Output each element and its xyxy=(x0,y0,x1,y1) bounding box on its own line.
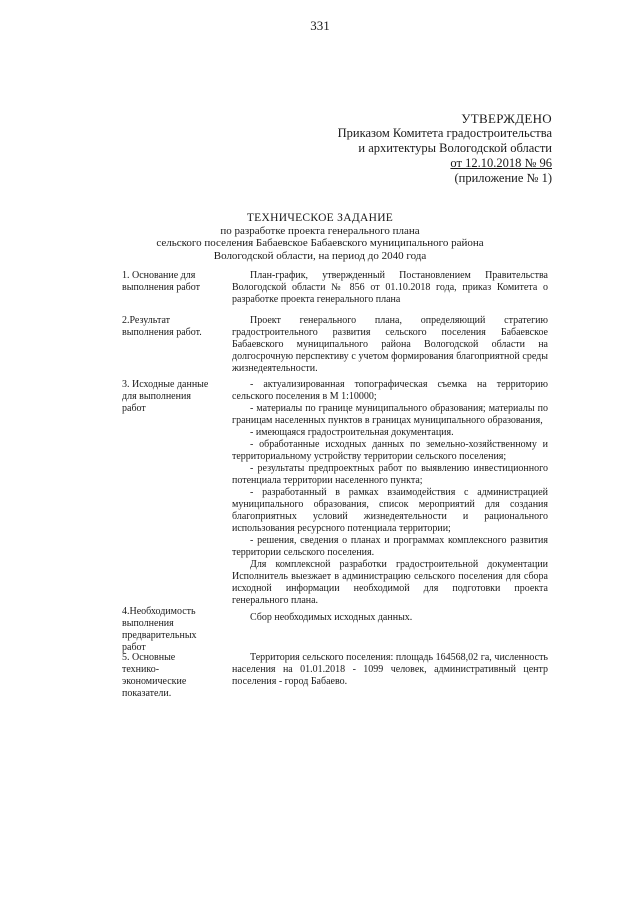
document-subtitle-2: сельского поселения Бабаевское Бабаевского муниципального района xyxy=(156,237,484,249)
row-label: 2.Результат выполнения работ. xyxy=(122,315,202,338)
document-subtitle-3: Вологодской области, на период до 2040 года xyxy=(213,249,427,262)
approval-title: УТВЕРЖДЕНО xyxy=(461,111,552,126)
approval-line-3: от 12.10.2018 № 96 xyxy=(450,156,552,170)
row-value xyxy=(232,652,548,688)
row-value xyxy=(232,612,548,624)
approval-line-4: (приложение № 1) xyxy=(454,171,552,185)
row-value xyxy=(232,270,548,306)
row-paragraph: Сбор необходимых исходных данных. xyxy=(250,612,413,623)
document-title: ТЕХНИЧЕСКОЕ ЗАДАНИЕ xyxy=(246,212,394,224)
row-paragraph: План-график, утвержденный Постановлением Правительства Вологодской области № 856 от 01.10.2018 года, приказ Комитета о разработке проекта генерального плана xyxy=(232,270,548,305)
approval-line-2: и архитектуры Вологодской области xyxy=(358,141,552,155)
page-number: 331 xyxy=(310,18,330,33)
row-value xyxy=(232,379,548,607)
document-title-block xyxy=(0,212,640,262)
approval-stamp xyxy=(338,111,552,186)
row-paragraph: - обработанные исходных данных по земельно-хозяйственному и территориальному устройству территории сельского поселения; xyxy=(232,439,548,462)
row-label: 4.Необходимость выполнения предварительных работ xyxy=(122,606,197,653)
row-paragraph: - результаты предпроектных работ по выявлению инвестиционного потенциала территории населенного пункта; xyxy=(232,463,548,486)
row-paragraph: - материалы по границе муниципального образования; материалы по границам населенных пунктов в границах муниципального образования, xyxy=(232,403,548,426)
row-paragraph: - разработанный в рамках взаимодействия с администрацией муниципального образования, список мероприятий для создания благоприятных условий жизнедеятельности и рационального использования ресурсного потенциала территории; xyxy=(232,487,548,534)
row-label: 1. Основание для выполнения работ xyxy=(122,270,201,293)
row-label: 5. Основные технико-экономические показатели. xyxy=(122,652,187,699)
row-paragraph: Территория сельского поселения: площадь 164568,02 га, численность населения на 01.01.2018 - 1099 человек, административный центр поселения - город Бабаево. xyxy=(232,652,548,687)
row-label: 3. Исходные данные для выполнения работ xyxy=(122,379,209,414)
row-paragraph: Для комплексной разработки градостроительной документации Исполнитель выезжает в администрацию сельского поселения для сбора исходной информации необходимой для подготовки проекта генерального плана. xyxy=(232,559,548,606)
row-paragraph: - имеющаяся градостроительная документация. xyxy=(250,427,454,438)
row-paragraph: - решения, сведения о планах и программах комплексного развития территории сельского поселения. xyxy=(232,535,548,558)
approval-line-1: Приказом Комитета градостроительства xyxy=(337,126,552,140)
row-value xyxy=(232,315,548,375)
row-paragraph: Проект генерального плана, определяющий стратегию градостроительного развития сельского поселения Бабаевское Бабаевского муниципального района Вологодской области на долгосрочную перспективу с учетом формирования благоприятной среды жизнедеятельности. xyxy=(232,315,548,374)
document-subtitle-1: по разработке проекта генерального плана xyxy=(220,224,420,237)
row-paragraph: - актуализированная топографическая съемка на территорию сельского поселения в М 1:10000; xyxy=(232,379,548,402)
